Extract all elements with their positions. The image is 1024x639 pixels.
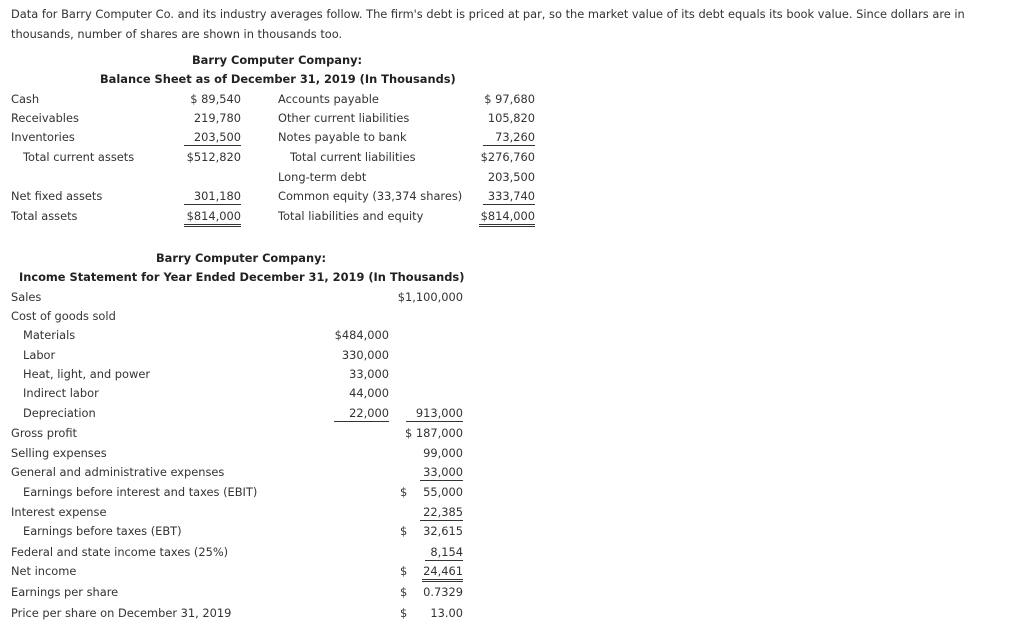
is-label: Cost of goods sold [11, 309, 116, 323]
is-subvalue: 44,000 [349, 386, 389, 400]
is-value: 33,000 [420, 465, 463, 481]
is-value: 13.00 [430, 606, 463, 620]
asset-label: Total current assets [23, 150, 135, 164]
liability-label: Total current liabilities [290, 150, 416, 164]
liability-label: Accounts payable [278, 92, 379, 106]
liability-value: $814,000 [479, 209, 535, 227]
is-label: Interest expense [11, 505, 107, 519]
is-label: Price per share on December 31, 2019 [11, 606, 232, 620]
asset-value: 301,180 [184, 189, 241, 205]
liability-value: 105,820 [487, 111, 535, 125]
is-label: Federal and state income taxes (25%) [11, 545, 229, 559]
asset-label: Cash [11, 92, 40, 106]
is-label: Earnings per share [11, 585, 119, 599]
is-label: Labor [23, 348, 56, 362]
asset-value: $814,000 [184, 209, 241, 227]
income-statement-subtitle: Income Statement for Year Ended December 31, 2019 (In Thousands) [19, 270, 465, 284]
is-value: 913,000 [406, 406, 463, 422]
liability-label: Total liabilities and equity [278, 209, 424, 223]
liability-label: Notes payable to bank [278, 130, 407, 144]
liability-value: 73,260 [483, 130, 535, 146]
is-label: Heat, light, and power [23, 367, 151, 381]
is-dollar: $ [400, 564, 408, 578]
is-value: 99,000 [423, 446, 463, 460]
is-label: Earnings before taxes (EBT) [23, 524, 182, 538]
asset-label: Net fixed assets [11, 189, 103, 203]
is-dollar: $ [400, 485, 408, 499]
is-value: 32,615 [423, 524, 463, 538]
is-subvalue: $484,000 [334, 328, 389, 342]
is-dollar: $ [400, 606, 408, 620]
asset-label: Total assets [11, 209, 78, 223]
is-dollar: $ [400, 585, 408, 599]
asset-value: $ 89,540 [190, 92, 241, 106]
is-label: Net income [11, 564, 77, 578]
liability-label: Common equity (33,374 shares) [278, 189, 463, 203]
is-dollar: $ [400, 524, 408, 538]
liability-label: Long-term debt [278, 170, 367, 184]
is-value: 24,461 [422, 564, 463, 582]
is-value: 0.7329 [423, 585, 463, 599]
liability-value: 203,500 [487, 170, 535, 184]
is-value: 22,385 [420, 505, 463, 521]
is-label: Materials [23, 328, 76, 342]
asset-label: Inventories [11, 130, 75, 144]
is-value: 55,000 [423, 485, 463, 499]
asset-value: 203,500 [184, 130, 241, 146]
is-label: Indirect labor [23, 386, 99, 400]
is-value: 8,154 [425, 545, 463, 561]
asset-value: $512,820 [186, 150, 241, 164]
balance-sheet-subtitle: Balance Sheet as of December 31, 2019 (In Thousands) [100, 72, 456, 86]
liability-value: $ 97,680 [484, 92, 535, 106]
income-statement-title: Barry Computer Company: [156, 251, 327, 265]
is-label: General and administrative expenses [11, 465, 225, 479]
is-subvalue: 22,000 [334, 406, 389, 422]
asset-value: 219,780 [193, 111, 241, 125]
is-value: $1,100,000 [397, 290, 463, 304]
is-label: Depreciation [23, 406, 96, 420]
is-label: Selling expenses [11, 446, 107, 460]
is-subvalue: 33,000 [349, 367, 389, 381]
is-subvalue: 330,000 [341, 348, 389, 362]
liability-value: $276,760 [480, 150, 535, 164]
balance-sheet-title: Barry Computer Company: [192, 53, 363, 67]
is-label: Sales [11, 290, 42, 304]
liability-value: 333,740 [483, 189, 535, 205]
is-label: Gross profit [11, 426, 77, 440]
intro-text: Data for Barry Computer Co. and its industry averages follow. The firm's debt is priced at par, so the market value of its debt equals its book value. Since dollars are in thousands, number of shares are shown in thousands too. [11, 7, 965, 41]
asset-label: Receivables [11, 111, 79, 125]
is-value: $ 187,000 [405, 426, 463, 440]
liability-label: Other current liabilities [278, 111, 410, 125]
is-label: Earnings before interest and taxes (EBIT) [23, 485, 258, 499]
